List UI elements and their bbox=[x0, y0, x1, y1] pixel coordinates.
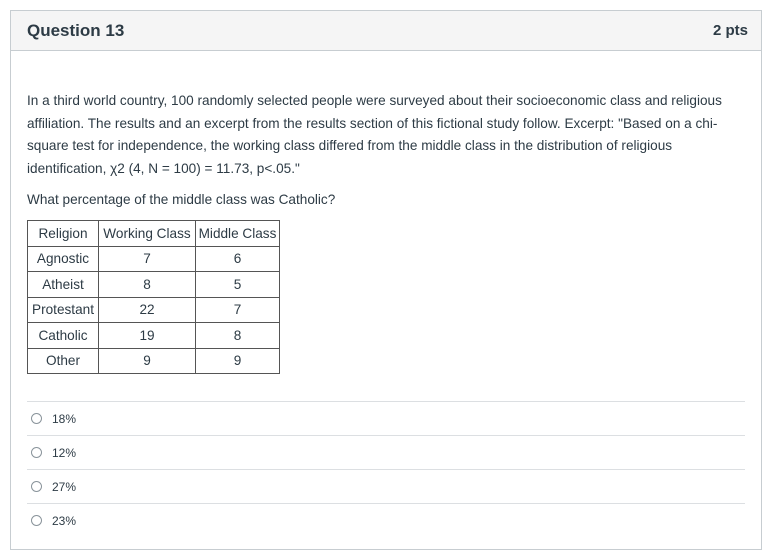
question-prompt: What percentage of the middle class was Catholic? bbox=[27, 192, 336, 207]
answer-option[interactable] bbox=[27, 503, 745, 537]
answer-option[interactable] bbox=[27, 435, 745, 469]
answer-label[interactable]: 27% bbox=[52, 479, 77, 494]
table-header-row bbox=[28, 221, 280, 247]
table-row bbox=[28, 348, 280, 374]
question-text: In a third world country, 100 randomly selected people were surveyed about their socioeconomic class and religious affiliation. The results and an excerpt from the results section of this fictional study follow. Excerpt: "Based on a chi-square test for independence, the working class differed from the middle class in the distribution of religious identification, χ2 (4, N = 100) = 11.73, p<.05." bbox=[27, 93, 722, 176]
answer-option[interactable] bbox=[27, 401, 745, 435]
answer-option[interactable] bbox=[27, 469, 745, 503]
radio-button[interactable] bbox=[31, 447, 42, 458]
radio-button[interactable] bbox=[31, 413, 42, 424]
table-cell: 6 bbox=[196, 246, 280, 272]
table-cell: 7 bbox=[196, 297, 280, 323]
table-cell: 7 bbox=[99, 246, 196, 272]
table-cell: Protestant bbox=[28, 297, 99, 323]
table-row bbox=[28, 323, 280, 349]
table-cell: 19 bbox=[99, 323, 196, 349]
table-cell: 9 bbox=[196, 348, 280, 374]
radio-button[interactable] bbox=[31, 481, 42, 492]
table-cell: 22 bbox=[99, 297, 196, 323]
question-title: Question 13 bbox=[27, 20, 125, 40]
radio-button[interactable] bbox=[31, 515, 42, 526]
answer-label[interactable]: 18% bbox=[52, 411, 77, 426]
table-cell: Atheist bbox=[28, 272, 99, 298]
question-body bbox=[11, 51, 761, 537]
question-card bbox=[10, 10, 762, 550]
table-header-cell: Working Class bbox=[99, 221, 196, 247]
table-cell: Catholic bbox=[28, 323, 99, 349]
table-cell: 9 bbox=[99, 348, 196, 374]
table-header-cell: Middle Class bbox=[196, 221, 280, 247]
question-header bbox=[11, 11, 761, 51]
table-cell: 8 bbox=[99, 272, 196, 298]
table-row bbox=[28, 297, 280, 323]
answer-label[interactable]: 23% bbox=[52, 513, 77, 528]
table-cell: Other bbox=[28, 348, 99, 374]
question-points: 2 pts bbox=[712, 22, 748, 39]
answer-label[interactable]: 12% bbox=[52, 445, 77, 460]
table-cell: Agnostic bbox=[28, 246, 99, 272]
table-row bbox=[28, 272, 280, 298]
table-row bbox=[28, 246, 280, 272]
table-cell: 5 bbox=[196, 272, 280, 298]
table-cell: 8 bbox=[196, 323, 280, 349]
table-header-cell: Religion bbox=[28, 221, 99, 247]
data-table bbox=[27, 220, 280, 374]
answer-list bbox=[27, 401, 745, 537]
